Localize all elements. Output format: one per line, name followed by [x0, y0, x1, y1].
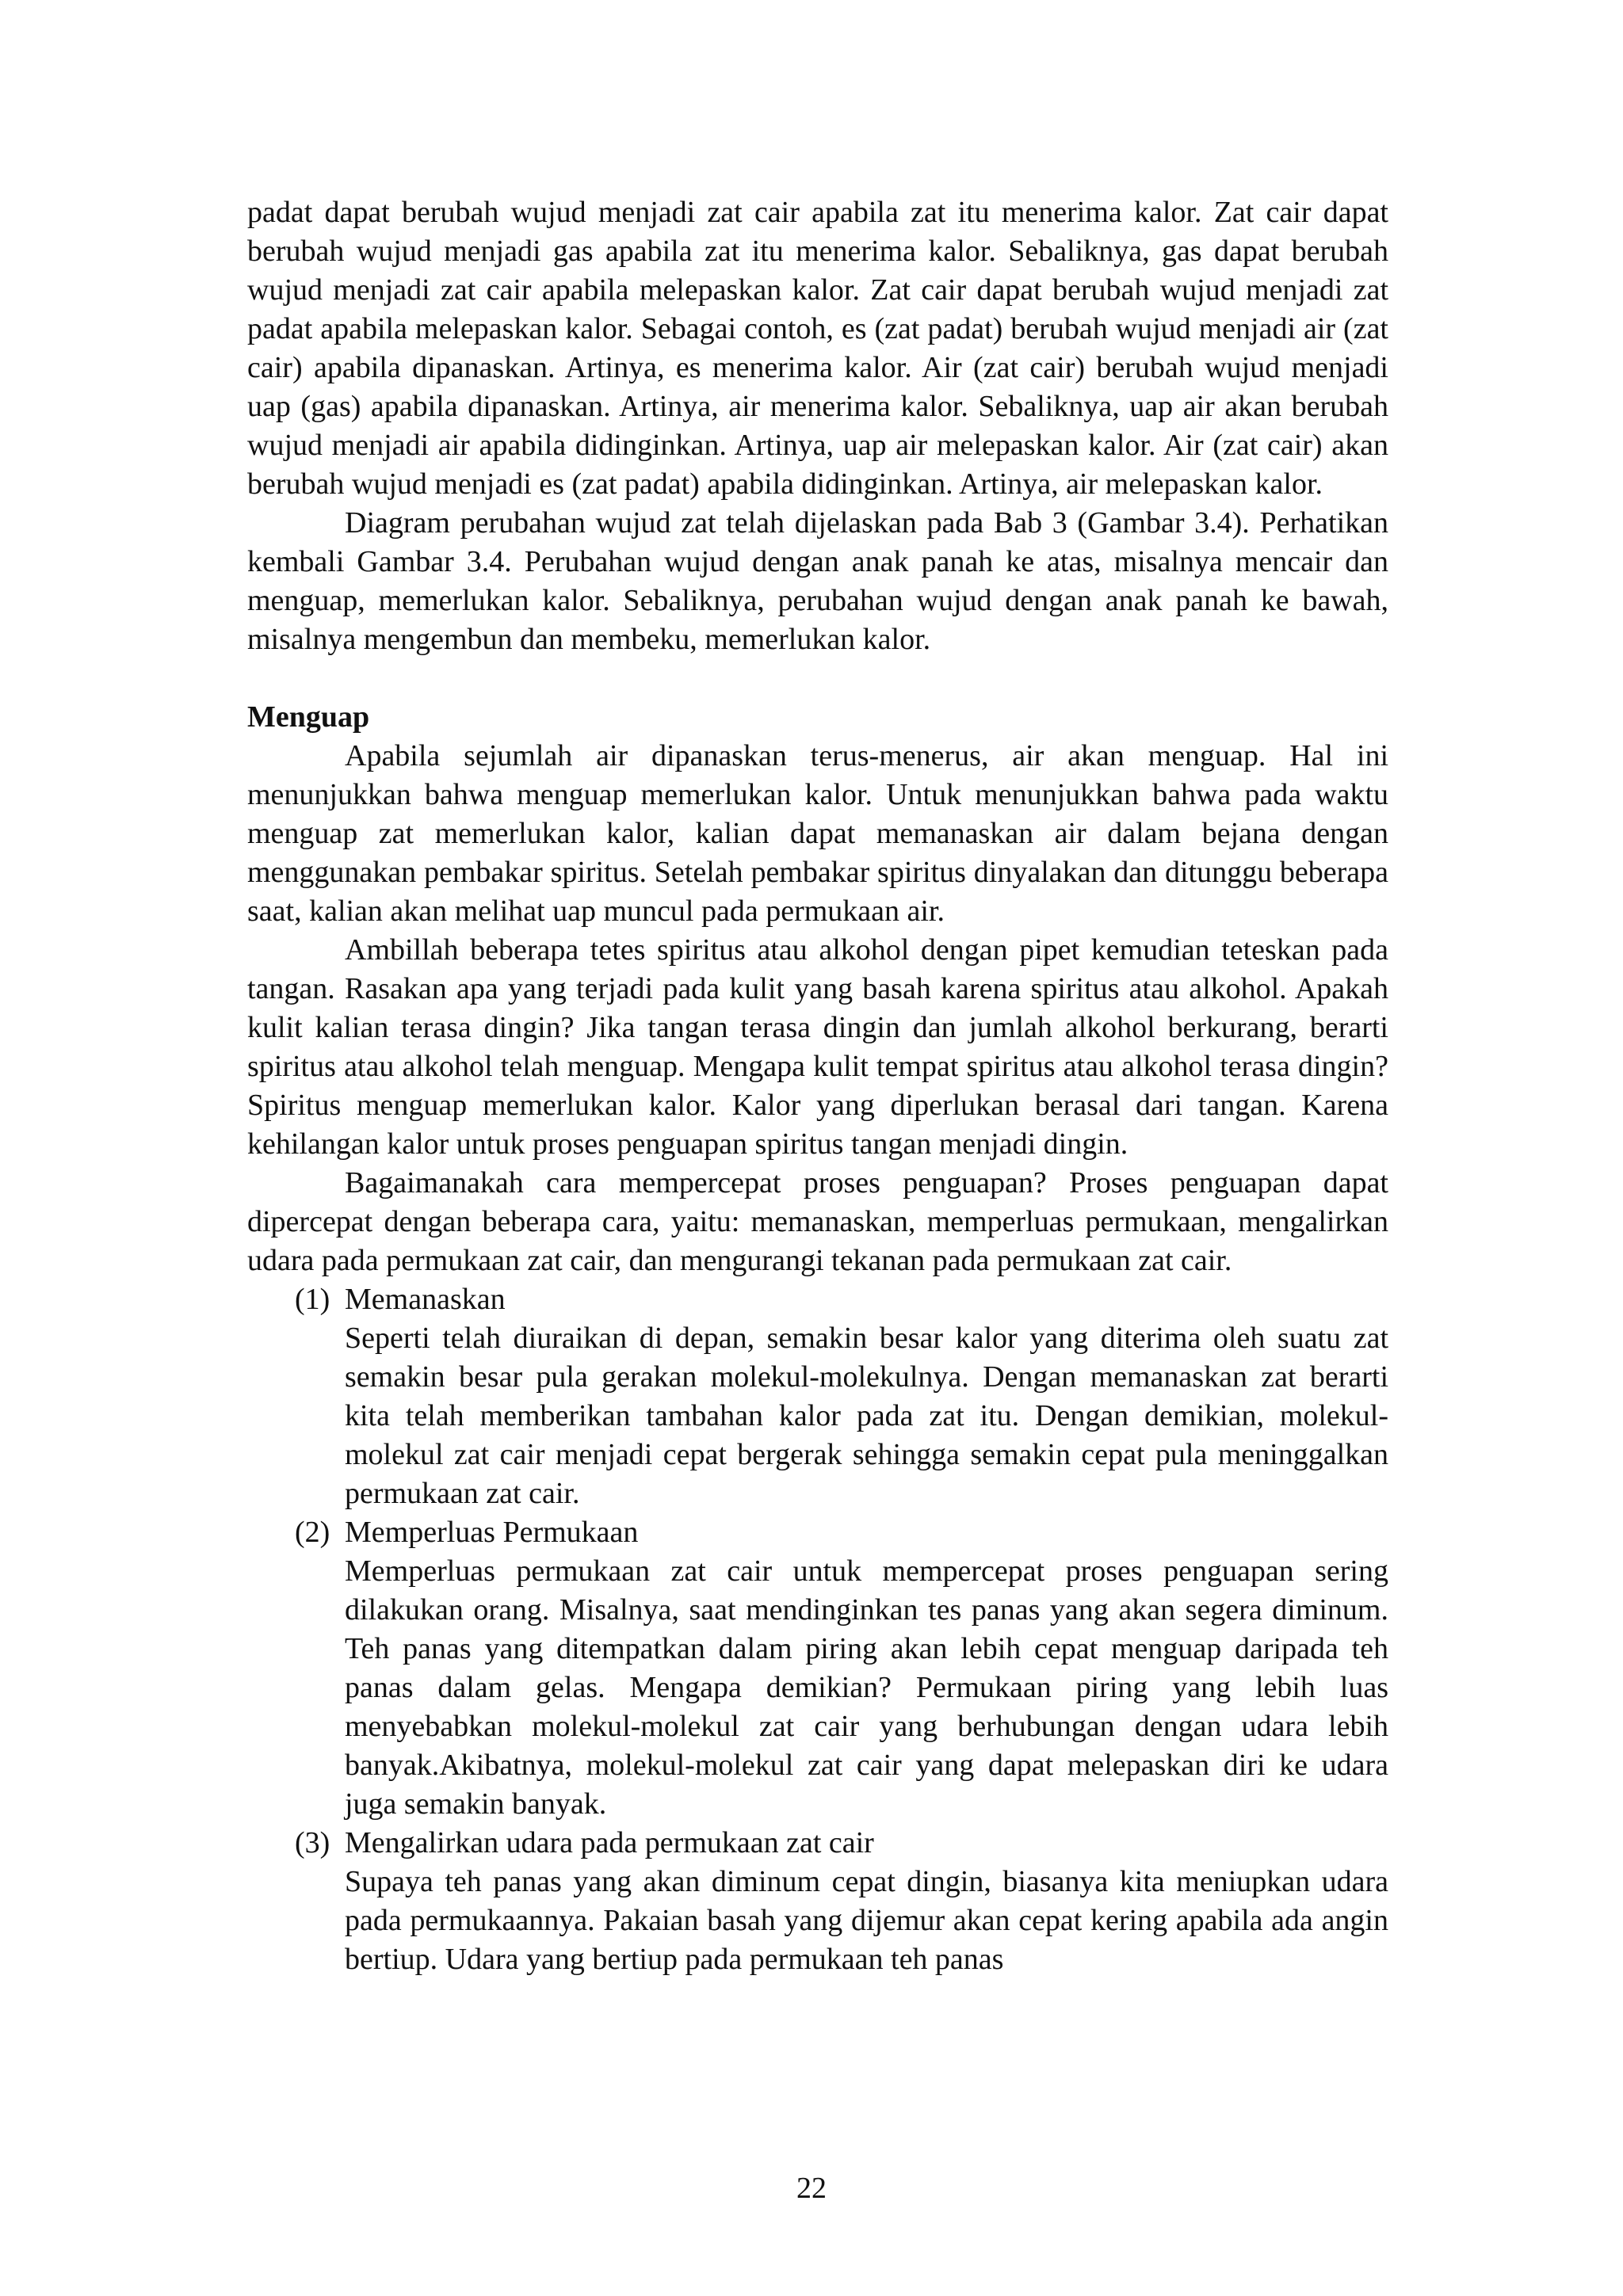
list-item-memperluas-permukaan: [247, 1513, 1388, 1824]
list-item-title: Memperluas Permukaan: [345, 1516, 639, 1549]
section-paragraph-1: Apabila sejumlah air dipanaskan terus-menerus, air akan menguap. Hal ini menunjukkan bahwa menguap memerlukan kalor. Untuk menunjukkan bahwa pada waktu menguap zat memerlukan kalor, kalian dapat memanaskan air dalam bejana dengan menggunakan pembakar spiritus. Setelah pembakar spiritus dinyalakan dan ditunggu beberapa saat, kalian akan melihat uap muncul pada permukaan air.: [247, 739, 1388, 928]
list-item-memanaskan: [247, 1280, 1388, 1513]
list-item-number: (3): [295, 1826, 330, 1859]
list-item-title: Mengalirkan udara pada permukaan zat cair: [345, 1826, 874, 1859]
page-number: 22: [796, 2172, 827, 2205]
evaporation-methods-list: [247, 1280, 1388, 1979]
intro-paragraph-1: padat dapat berubah wujud menjadi zat cair apabila zat itu menerima kalor. Zat cair dapat berubah wujud menjadi gas apabila zat itu menerima kalor. Sebaliknya, gas dapat berubah wujud menjadi zat cair apabila melepaskan kalor. Zat cair dapat berubah wujud menjadi zat padat apabila melepaskan kalor. Sebagai contoh, es (zat padat) berubah wujud menjadi air (zat cair) apabila dipanaskan. Artinya, es menerima kalor. Air (zat cair) berubah wujud menjadi uap (gas) apabila dipanaskan. Artinya, air menerima kalor. Sebaliknya, uap air akan berubah wujud menjadi air apabila didinginkan. Artinya, uap air melepaskan kalor. Air (zat cair) akan berubah wujud menjadi es (zat padat) apabila didinginkan. Artinya, air melepaskan kalor.: [247, 196, 1388, 501]
list-item-number: (2): [295, 1516, 330, 1549]
section-heading-menguap: Menguap: [247, 700, 370, 734]
intro-paragraph-2: Diagram perubahan wujud zat telah dijelaskan pada Bab 3 (Gambar 3.4). Perhatikan kembali Gambar 3.4. Perubahan wujud dengan anak panah ke atas, misalnya mencair dan menguap, memerlukan kalor. Sebaliknya, perubahan wujud dengan anak panah ke bawah, misalnya mengembun dan membeku, memerlukan kalor.: [247, 506, 1388, 656]
list-item-body: Seperti telah diuraikan di depan, semakin besar kalor yang diterima oleh suatu zat semakin besar pula gerakan molekul-molekulnya. Dengan memanaskan zat berarti kita telah memberikan tambahan kalor pada zat itu. Dengan demikian, molekul-molekul zat cair menjadi cepat bergerak sehingga semakin cepat pula meninggalkan permukaan zat cair.: [345, 1322, 1388, 1510]
document-page: [247, 193, 1388, 1979]
list-item-title: Memanaskan: [345, 1283, 506, 1316]
list-item-number: (1): [295, 1283, 330, 1316]
section-paragraph-3: Bagaimanakah cara mempercepat proses penguapan? Proses penguapan dapat dipercepat dengan beberapa cara, yaitu: memanaskan, memperluas permukaan, mengalirkan udara pada permukaan zat cair, dan mengurangi tekanan pada permukaan zat cair.: [247, 1166, 1388, 1277]
list-item-mengalirkan-udara: [247, 1824, 1388, 1979]
list-item-body: Supaya teh panas yang akan diminum cepat dingin, biasanya kita meniupkan udara pada permukaannya. Pakaian basah yang dijemur akan cepat kering apabila ada angin bertiup. Udara yang bertiup pada permukaan teh panas: [345, 1865, 1388, 1976]
list-item-body: Memperluas permukaan zat cair untuk mempercepat proses penguapan sering dilakukan orang. Misalnya, saat mendinginkan tes panas yang akan segera diminum. Teh panas yang ditempatkan dalam piring akan lebih cepat menguap daripada teh panas dalam gelas. Mengapa demikian? Permukaan piring yang lebih luas menyebabkan molekul-molekul zat cair yang berhubungan dengan udara lebih banyak.Akibatnya, molekul-molekul zat cair yang dapat melepaskan diri ke udara juga semakin banyak.: [345, 1554, 1388, 1821]
section-paragraph-2: Ambillah beberapa tetes spiritus atau alkohol dengan pipet kemudian teteskan pada tangan. Rasakan apa yang terjadi pada kulit yang basah karena spiritus atau alkohol. Apakah kulit kalian terasa dingin? Jika tangan terasa dingin dan jumlah alkohol berkurang, berarti spiritus atau alkohol telah menguap. Mengapa kulit tempat spiritus atau alkohol terasa dingin? Spiritus menguap memerlukan kalor. Kalor yang diperlukan berasal dari tangan. Karena kehilangan kalor untuk proses penguapan spiritus tangan menjadi dingin.: [247, 933, 1388, 1161]
